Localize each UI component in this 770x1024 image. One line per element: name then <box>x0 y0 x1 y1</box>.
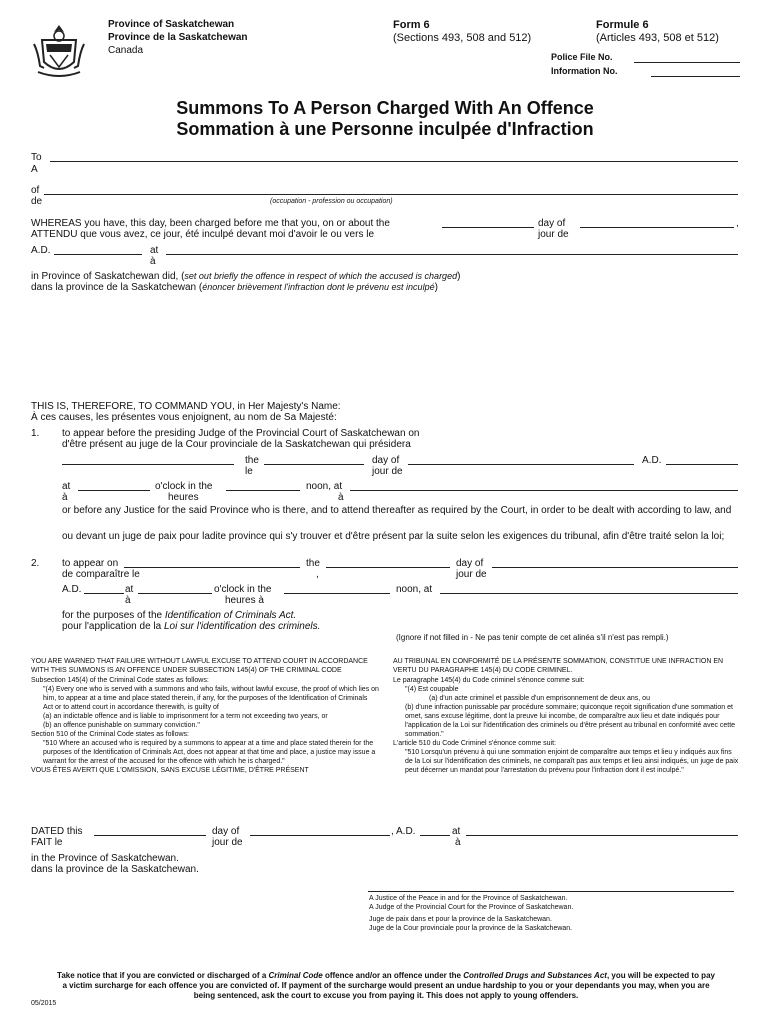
signature-caption-2: A Judge of the Provincial Court for the Province of Saskatchewan. <box>369 904 574 911</box>
signature-caption-4: Juge de la Cour provinciale pour la province de la Saskatchewan. <box>369 925 573 932</box>
item-1-fr: d'être présent au juge de la Cour provinciale de la Saskatchewan qui présidera <box>62 439 411 450</box>
form-number-fr: Formule 6 <box>596 19 649 31</box>
revision-date: 05/2015 <box>31 1000 57 1007</box>
title-fr: Sommation à une Personne inculpée d'Infraction <box>176 119 594 139</box>
dated-province-en: in the Province of Saskatchewan. <box>31 853 179 864</box>
day-of-label-en: day of <box>538 218 566 229</box>
information-no-field[interactable] <box>651 76 740 77</box>
in-province-fr-c: ) <box>434 282 438 293</box>
form-number-en: Form 6 <box>393 19 430 31</box>
purposes-en-a: for the purposes of the <box>62 610 165 621</box>
item-1-en: to appear before the presiding Judge of the Provincial Court of Saskatchewan on <box>62 428 420 439</box>
country-name: Canada <box>108 45 144 56</box>
dated-day-field[interactable] <box>94 835 206 836</box>
in-province-fr <box>31 282 438 293</box>
warning-fr-block <box>393 657 741 775</box>
in-province-fr-a: dans la province de la Saskatchewan ( <box>31 282 203 293</box>
day-of-label-fr: jour de <box>538 229 569 240</box>
warning-en-foot: VOUS ÊTES AVERTI QUE L'OMISSION, SANS EXCUSE LÉGITIME, D'ÊTRE PRÉSENT <box>31 767 309 774</box>
item2-month-field[interactable] <box>492 567 738 568</box>
purposes-fr-act: Loi sur l'identification des criminels. <box>163 621 321 632</box>
warning-en-sub: Subsection 145(4) of the Criminal Code states as follows: <box>31 677 209 684</box>
day-of-label-fr-2: jour de <box>372 466 403 477</box>
ad-label-2: A.D. <box>642 455 662 466</box>
province-name-en: Province of Saskatchewan <box>108 19 235 30</box>
item2-place-field[interactable] <box>440 593 738 594</box>
warning-fr-b: (b) d'une infraction punissable par procédure sommaire; quiconque reçoit signification d'une sommation et omet, sans excuse légitime, dont la preuve lui incombe, de comparaître aux lieu et date indiqués pour l'application de la Loi sur l'identification des criminels ou d'être présent au tribunal en conformité avec cette sommation." <box>405 704 736 738</box>
purposes-en <box>62 610 296 621</box>
at-label-fr-2: à <box>62 492 68 503</box>
in-province-fr-hint: énoncer brièvement l'infraction dont le prévenu est inculpé <box>202 282 435 292</box>
purposes-en-act: Identification of Criminals Act. <box>164 610 297 621</box>
comma-1: , <box>736 218 739 229</box>
or-before-en: or before any Justice for the said Province who is there, and to attend thereafter as required by the Court, in order to be dealt with according to law, and <box>62 505 732 516</box>
warning-en-head: YOU ARE WARNED THAT FAILURE WITHOUT LAWFUL EXCUSE TO ATTEND COURT IN ACCORDANCE WITH THIS SUMMONS IS AN OFFENCE UNDER SUBSECTION 145(4) OF THE CRIMINAL CODE <box>31 658 368 674</box>
to-field[interactable] <box>50 161 738 162</box>
appear-place-field[interactable] <box>350 490 738 491</box>
signature-captions <box>369 894 573 933</box>
day-of-label-en-3: day of <box>456 558 484 569</box>
warning-en-a: (a) an indictable offence and is liable to imprisonment for a term not exceeding two years, or <box>43 713 328 720</box>
of-label-fr: de <box>31 196 43 207</box>
notice-criminal-code: Criminal Code <box>268 971 323 980</box>
item2-year-field[interactable] <box>84 593 124 594</box>
ad-label-3: A.D. <box>62 584 82 595</box>
offence-date-field[interactable] <box>442 227 534 228</box>
item2-day-field[interactable] <box>326 567 450 568</box>
item-1-number: 1. <box>31 428 40 439</box>
dated-day-of-en: day of <box>212 826 240 837</box>
offence-description-area[interactable] <box>31 296 738 396</box>
or-before-fr: ou devant un juge de paix pour ladite province qui s'y trouver et d'être présent par la suite selon les exigences du tribunal, afin d'être traité selon la loi; <box>62 531 725 542</box>
item-2-number: 2. <box>31 558 40 569</box>
ad-label-1: A.D. <box>31 245 51 256</box>
the-label-fr: le <box>245 466 253 477</box>
item2-date-field[interactable] <box>124 567 300 568</box>
notice-c: offence and/or an offence under the <box>322 971 464 980</box>
appear-year-field[interactable] <box>666 464 738 465</box>
appear-day-field[interactable] <box>264 464 364 465</box>
information-no-label: Information No. <box>551 66 618 76</box>
police-file-field[interactable] <box>634 62 740 63</box>
offence-place-field[interactable] <box>166 254 738 255</box>
purposes-fr <box>62 621 320 632</box>
dated-at-en: at <box>452 826 461 837</box>
warning-en-s510: Section 510 of the Criminal Code states as follows: <box>31 731 189 738</box>
item2-time-field[interactable] <box>138 593 212 594</box>
signature-line[interactable] <box>368 891 734 892</box>
warning-fr-s510-quote: "510 Lorsqu'un prévenu à qui une sommation enjoint de comparaître aux temps et lieu y indiqués aux fins de la Loi sur l'identification des criminels, ne comparaît pas aux temps et lieu ainsi indiqués, un juge de paix peut décerner un mandat pour l'arrestation du prévenu pour l'infraction dont il est inculpé." <box>405 749 739 774</box>
in-province-en-hint: set out briefly the offence in respect of which the accused is charged <box>184 271 458 281</box>
notice-cdsa: Controlled Drugs and Substances Act <box>463 971 607 980</box>
whereas-fr: ATTENDU que vous avez, ce jour, été inculpé devant moi d'avoir le ou vers le <box>31 229 375 240</box>
dated-place-field[interactable] <box>466 835 738 836</box>
day-of-label-en-2: day of <box>372 455 400 466</box>
whereas-en: WHEREAS you have, this day, been charged before me that you, on or about the <box>31 218 390 229</box>
warning-fr-a: (a) d'un acte criminel et passible d'un emprisonnement de deux ans, ou <box>429 695 650 702</box>
noon-label-en: noon, at <box>306 481 343 492</box>
occupation-hint: (occupation - profession ou occupation) <box>270 198 393 205</box>
warning-fr-sub: Le paragraphe 145(4) du Code criminel s'énonce comme suit: <box>393 677 585 684</box>
signature-caption-1: A Justice of the Peace in and for the Province of Saskatchewan. <box>369 895 568 902</box>
warning-en-s510-quote: "510 Where an accused who is required by a summons to appear at a time and place stated therein for the purposes of the Identification of Criminals Act, does not appear at that time and place, a justice may issue a warrant for the arrest of the accused for the offence with which he is charged." <box>43 740 376 765</box>
victim-surcharge-notice <box>54 971 718 1001</box>
item-2-en: to appear on <box>62 558 119 569</box>
warning-en-block <box>31 657 379 775</box>
purposes-fr-a: pour l'application de la <box>62 621 164 632</box>
dated-province-fr: dans la province de la Saskatchewan. <box>31 864 199 875</box>
day-of-label-fr-3: jour de <box>456 569 487 580</box>
warning-fr-quote: "(4) Est coupable <box>405 686 459 693</box>
oclock-label-en: o'clock in the <box>155 481 213 492</box>
item-2-fr: de comparaître le <box>62 569 140 580</box>
title-en: Summons To A Person Charged With An Offence <box>176 98 594 118</box>
the-label-en: the <box>245 455 259 466</box>
oclock-label-en-2: o'clock in the <box>214 584 272 595</box>
form-sections-en: (Sections 493, 508 and 512) <box>393 32 532 44</box>
at-label-en-1: at <box>150 245 159 256</box>
dated-month-field[interactable] <box>250 835 390 836</box>
notice-e: , you will be expected to pay a victim surcharge for each offence you are convicted of. If payment of the surcharge would present an undue hardship to you or your dependants you may, when you are being sentenced, ask the court to excuse you from paying it. This does not apply to young offenders. <box>62 971 715 1000</box>
dated-ad: , A.D. <box>391 826 416 837</box>
to-label-fr: A <box>31 164 38 175</box>
at-label-en-3: at <box>125 584 134 595</box>
police-file-label: Police File No. <box>551 52 613 62</box>
appear-time-field[interactable] <box>78 490 150 491</box>
warning-en-b: (b) an offence punishable on summary conviction." <box>43 722 200 729</box>
in-province-en <box>31 271 460 282</box>
appear-month-field[interactable] <box>408 464 634 465</box>
command-fr: À ces causes, les présentes vous enjoignent, au nom de Sa Majesté: <box>31 412 337 423</box>
form-sections-fr: (Articles 493, 508 et 512) <box>596 32 719 44</box>
offence-month-field[interactable] <box>580 227 734 228</box>
appear-noon-field[interactable] <box>226 490 300 491</box>
signature-caption-3: Juge de paix dans et pour la province de la Saskatchewan. <box>369 916 552 923</box>
in-province-en-c: ) <box>457 271 461 282</box>
dated-at-fr: à <box>455 837 461 848</box>
warning-en-quote: "(4) Every one who is served with a summons and who fails, without lawful excuse, the proof of which lies on him, to appear at a time and place stated therein, if any, for the purposes of the Identification of Criminals Act or to attend court in accordance therewith, is guilty of <box>43 686 379 711</box>
dated-fr: FAIT le <box>31 837 63 848</box>
item2-comma: , <box>316 569 319 580</box>
province-name-fr: Province de la Saskatchewan <box>108 32 248 43</box>
warning-fr-s510: L'article 510 du Code Criminel s'énonce comme suit: <box>393 740 556 747</box>
offence-year-field[interactable] <box>54 254 142 255</box>
warning-fr-head: AU TRIBUNAL EN CONFORMITÉ DE LA PRÉSENTE SOMMATION, CONSTITUE UNE INFRACTION EN VERTU DU PARAGRAPHE 145(4) DU CODE CRIMINEL. <box>393 658 724 674</box>
at-label-fr-3: à <box>125 595 131 606</box>
noon-label-en-2: noon, at <box>396 584 433 595</box>
heures-label-fr-2: heures à <box>225 595 264 606</box>
the-label-en-3: the <box>306 558 320 569</box>
dated-day-of-fr: jour de <box>212 837 243 848</box>
at-label-en-2: at <box>62 481 71 492</box>
item2-noon-field[interactable] <box>284 593 390 594</box>
noon-label-fr: à <box>338 492 344 503</box>
command-en: THIS IS, THEREFORE, TO COMMAND YOU, in Her Majesty's Name: <box>31 401 341 412</box>
of-field[interactable] <box>44 194 738 195</box>
notice-a: Take notice that if you are convicted or discharged of a <box>57 971 269 980</box>
to-label-en: To <box>31 152 42 163</box>
provincial-crest <box>30 22 88 80</box>
dated-en: DATED this <box>31 826 83 837</box>
at-label-fr-1: à <box>150 256 156 267</box>
of-label-en: of <box>31 185 40 196</box>
oclock-label-fr: heures <box>168 492 199 503</box>
appear-date-field[interactable] <box>62 464 234 465</box>
ignore-note: (Ignore if not filled in - Ne pas tenir compte de cet alinéa s'il n'est pas rempli.) <box>396 633 669 642</box>
in-province-en-a: in Province of Saskatchewan did, ( <box>31 271 185 282</box>
dated-year-field[interactable] <box>420 835 450 836</box>
